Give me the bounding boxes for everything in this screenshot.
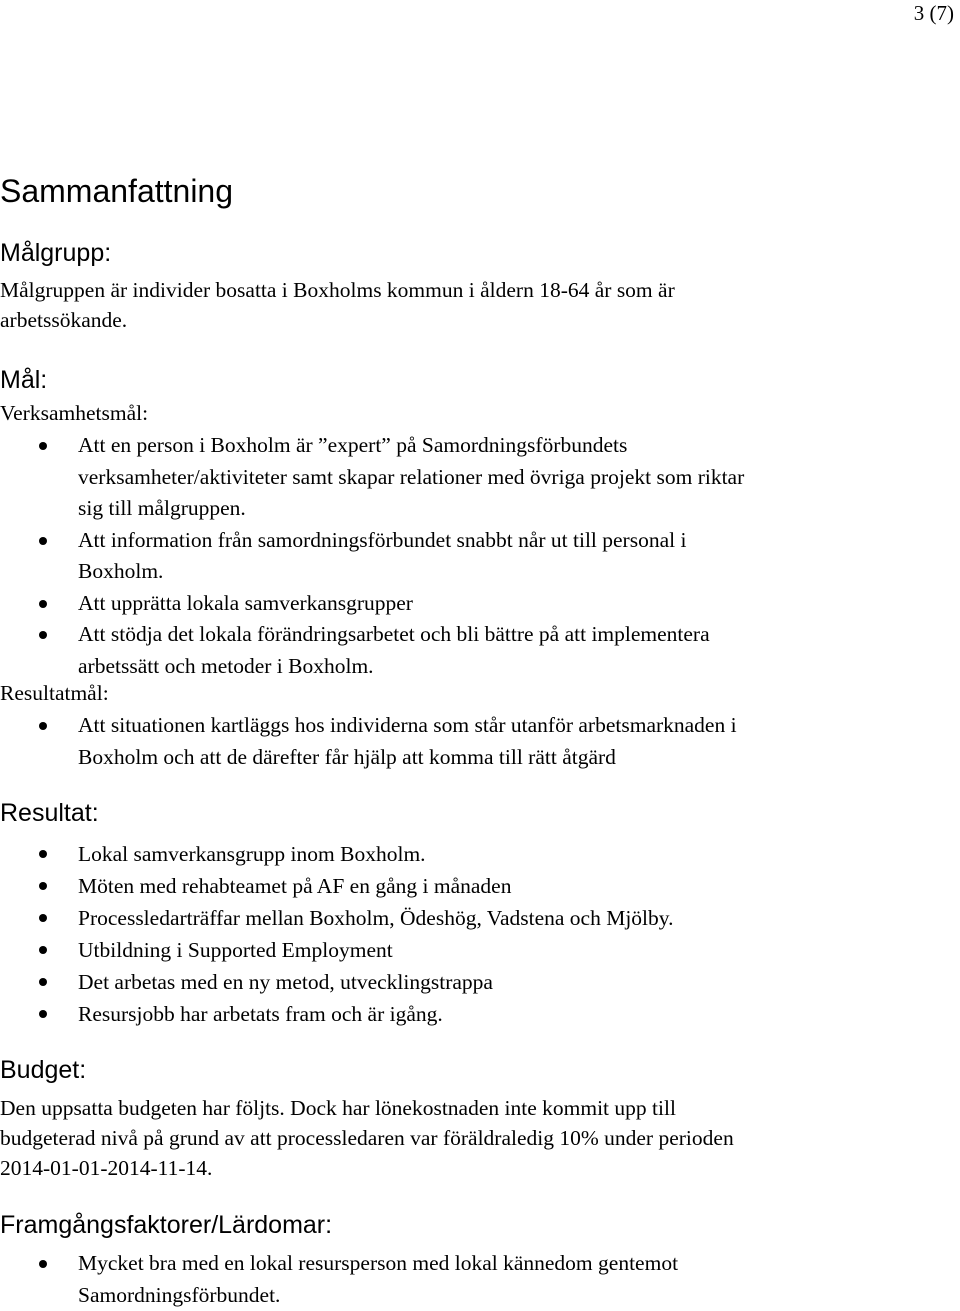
bullet-icon	[39, 537, 47, 545]
text-line: Boxholm.	[78, 559, 164, 583]
list-item	[0, 588, 900, 620]
text-line: arbetssätt och metoder i Boxholm.	[78, 653, 374, 678]
section-heading-mal: Mål:	[0, 366, 48, 394]
text-line: Den uppsatta budgeten har följts. Dock har lönekostnaden inte kommit upp till	[0, 1096, 676, 1120]
text-line: Samordningsförbundet.	[78, 1282, 281, 1307]
bullet-icon	[39, 946, 47, 954]
page-title: Sammanfattning	[0, 173, 234, 209]
resultat-label: Resultatmål:	[0, 681, 109, 705]
text-line: Att en person i Boxholm är ”expert” på Samordningsförbundets	[78, 433, 628, 457]
list-item-text: Utbildning i Supported Employment	[78, 938, 393, 962]
budget-text	[0, 1093, 734, 1183]
list-item-text: Processledarträffar mellan Boxholm, Ödeshög, Vadstena och Mjölby.	[78, 906, 674, 930]
text-line: Mycket bra med en lokal resursperson med lokal kännedom gentemot	[78, 1251, 679, 1275]
list-item-text: Resursjobb har arbetats fram och är igång.	[78, 1002, 443, 1026]
list-item	[0, 838, 900, 870]
text-line: verksamheter/aktiviteter samt skapar relationer med övriga projekt som riktar	[78, 464, 745, 489]
section-heading-budget: Budget:	[0, 1056, 87, 1084]
framgang-list	[0, 1248, 900, 1311]
bullet-icon	[39, 1010, 47, 1018]
malgrupp-text	[0, 275, 675, 335]
resultat-list	[0, 838, 900, 1030]
list-item	[0, 619, 900, 682]
page-number: 3 (7)	[913, 1, 954, 25]
text-line: Att situationen kartläggs hos individerna som står utanför arbetsmarknaden i	[78, 713, 737, 737]
text-line: Målgruppen är individer bosatta i Boxholms kommun i åldern 18-64 år som är	[0, 278, 675, 302]
list-item-text: Möten med rehabteamet på AF en gång i månaden	[78, 874, 512, 898]
section-heading-malgrupp: Målgrupp:	[0, 239, 112, 267]
verksamhet-list	[0, 430, 900, 682]
list-item	[0, 966, 900, 998]
text-line: Boxholm och att de därefter får hjälp att komma till rätt åtgärd	[78, 744, 616, 769]
bullet-icon	[39, 850, 47, 858]
bullet-icon	[39, 631, 47, 639]
text-line: Att upprätta lokala samverkansgrupper	[78, 590, 413, 615]
resultatmal-list	[0, 710, 900, 773]
bullet-icon	[39, 442, 47, 450]
list-item	[0, 710, 900, 773]
list-item	[0, 430, 900, 525]
section-heading-resultat: Resultat:	[0, 799, 99, 827]
bullet-icon	[39, 882, 47, 890]
list-item-text: Det arbetas med en ny metod, utvecklingstrappa	[78, 970, 493, 994]
bullet-icon	[39, 978, 47, 986]
list-item	[0, 934, 900, 966]
list-item-text: Lokal samverkansgrupp inom Boxholm.	[78, 842, 426, 866]
text-line: 2014-01-01-2014-11-14.	[0, 1156, 213, 1180]
bullet-icon	[39, 600, 47, 608]
bullet-icon	[39, 722, 47, 730]
section-heading-framgang: Framgångsfaktorer/Lärdomar:	[0, 1211, 333, 1239]
list-item	[0, 1248, 900, 1311]
text-line: Att information från samordningsförbundet snabbt når ut till personal i	[78, 527, 687, 552]
list-item	[0, 998, 900, 1030]
text-line: arbetssökande.	[0, 308, 128, 332]
bullet-icon	[39, 1260, 47, 1268]
text-line: sig till målgruppen.	[78, 496, 246, 520]
text-line: budgeterad nivå på grund av att processledaren var föräldraledig 10% under perioden	[0, 1126, 734, 1150]
text-line: Att stödja det lokala förändringsarbetet och bli bättre på att implementera	[78, 622, 710, 646]
list-item	[0, 902, 900, 934]
bullet-icon	[39, 914, 47, 922]
list-item	[0, 525, 900, 588]
verksamhet-label: Verksamhetsmål:	[0, 401, 149, 425]
list-item	[0, 870, 900, 902]
